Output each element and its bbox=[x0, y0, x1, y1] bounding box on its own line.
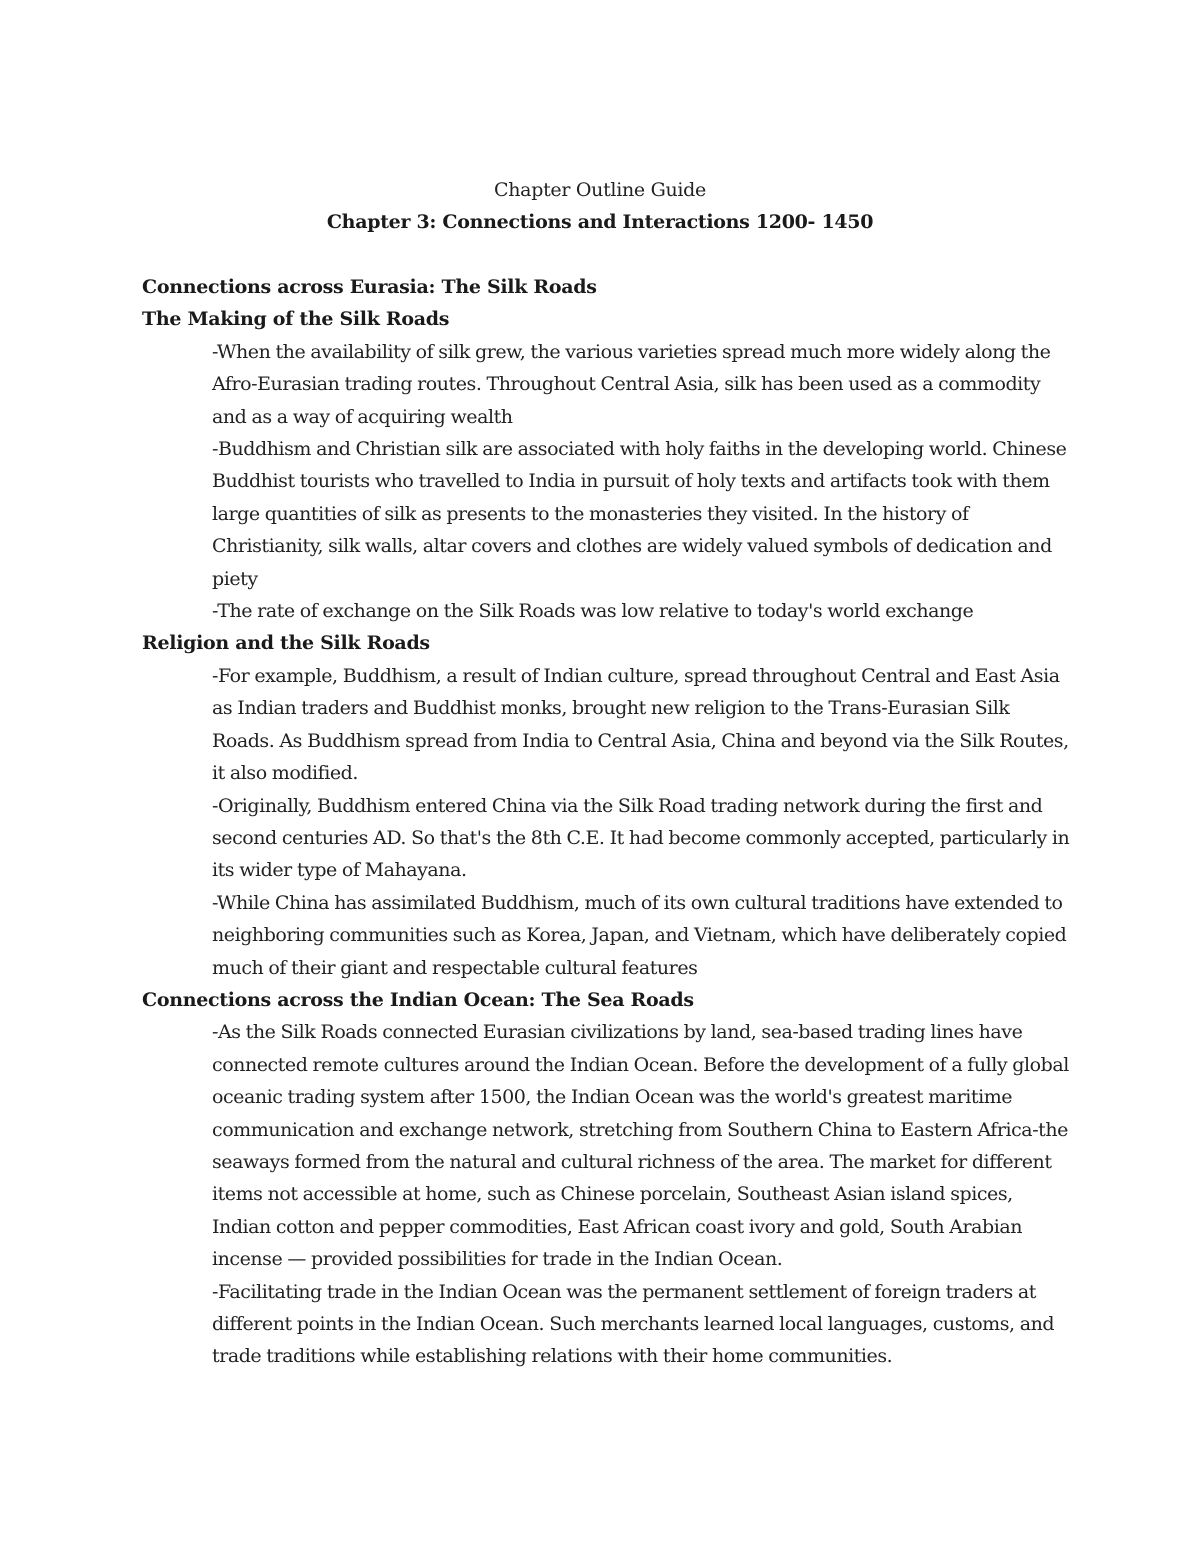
paragraph: -When the availability of silk grew, the various varieties spread much more widely along the Afro-Eurasian trading routes. Throughout Central Asia, silk has been used as a commodity and as a way of acquiring wealth bbox=[212, 340, 1051, 428]
document-title: Chapter Outline Guide bbox=[494, 179, 706, 201]
section-heading: Connections across Eurasia: The Silk Roads bbox=[142, 276, 597, 298]
section-heading: Connections across the Indian Ocean: The Sea Roads bbox=[142, 988, 694, 1011]
paragraph: -Buddhism and Christian silk are associated with holy faiths in the developing world. Chinese Buddhist tourists who travelled to India in pursuit of holy texts and artifacts took with them large quantities of silk as presents to the monasteries they visited. In the history of Christianity, silk walls, altar covers and clothes are widely valued symbols of dedication and piety bbox=[212, 438, 1067, 590]
paragraph: -As the Silk Roads connected Eurasian civilizations by land, sea-based trading lines have connected remote cultures around the Indian Ocean. Before the development of a fully global oceanic trading system after 1500, the Indian Ocean was the world's greatest maritime communication and exchange network, stretching from Southern China to Eastern Africa-the seaways formed from the natural and cultural richness of the area. The market for different items not accessible at home, such as Chinese porcelain, Southeast Asian island spices, Indian cotton and pepper commodities, East African coast ivory and gold, South Arabian incense — provided possibilities for trade in the Indian Ocean. bbox=[212, 1021, 1069, 1271]
section-heading: Religion and the Silk Roads bbox=[142, 632, 430, 655]
paragraph: -The rate of exchange on the Silk Roads was low relative to today's world exchange bbox=[212, 600, 974, 623]
paragraph: -For example, Buddhism, a result of Indian culture, spread throughout Central and East Asia as Indian traders and Buddhist monks, brought new religion to the Trans-Eurasian Silk Roads. As Buddhism spread from India to Central Asia, China and beyond via the Silk Routes, it also modified. bbox=[212, 664, 1069, 785]
paragraph: -While China has assimilated Buddhism, much of its own cultural traditions have extended to neighboring communities such as Korea, Japan, and Vietnam, which have deliberately copied much of their giant and respectable cultural features bbox=[212, 891, 1067, 979]
paragraph: -Originally, Buddhism entered China via the Silk Road trading network during the first and second centuries AD. So that's the 8th C.E. It had become commonly accepted, particularly in its wider type of Mahayana. bbox=[212, 794, 1070, 882]
document-body bbox=[142, 271, 1072, 1373]
section-heading: The Making of the Silk Roads bbox=[142, 308, 450, 331]
paragraph: -Facilitating trade in the Indian Ocean was the permanent settlement of foreign traders at different points in the Indian Ocean. Such merchants learned local languages, customs, and trade traditions while establishing relations with their home communities. bbox=[212, 1280, 1055, 1368]
chapter-title: Chapter 3: Connections and Interactions 1200- 1450 bbox=[326, 211, 874, 233]
